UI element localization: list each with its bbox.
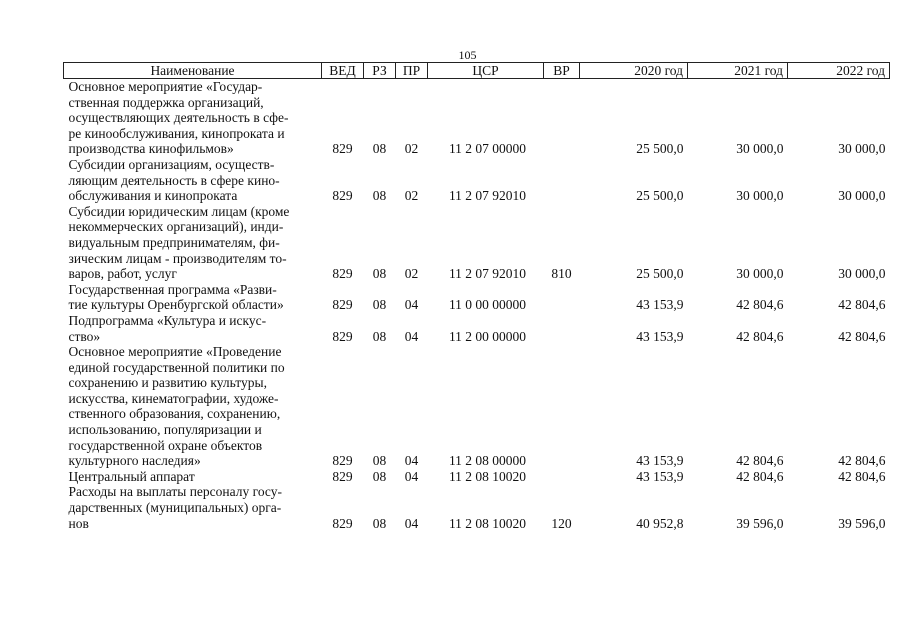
cell-pr: 04 bbox=[404, 453, 419, 469]
cell-csr: 11 2 07 00000 bbox=[448, 141, 527, 157]
cell-vr bbox=[544, 157, 580, 204]
cell-pr: 04 bbox=[404, 297, 419, 313]
cell-2021: 42 804,6 bbox=[736, 297, 784, 313]
name-line: зическим лицам - производителям то- bbox=[68, 250, 287, 266]
cell-2020: 43 153,9 bbox=[636, 453, 684, 469]
budget-table bbox=[63, 62, 890, 531]
cell-2021: 39 596,0 bbox=[736, 515, 784, 531]
name-line: видуальным предпринимателям, фи- bbox=[68, 234, 280, 250]
cell-name bbox=[64, 313, 322, 344]
cell-rz: 08 bbox=[372, 515, 387, 531]
cell-2022: 30 000,0 bbox=[838, 266, 886, 282]
cell-ved: 829 bbox=[332, 266, 353, 282]
name-line: Основное мероприятие «Проведение bbox=[68, 344, 282, 360]
name-line: Субсидии юридическим лицам (кроме bbox=[68, 203, 290, 219]
cell-name bbox=[64, 282, 322, 313]
header-rz: РЗ bbox=[364, 63, 396, 79]
cell-csr: 11 2 08 00000 bbox=[448, 453, 527, 469]
cell-vr: 810 bbox=[551, 266, 572, 282]
name-line: Расходы на выплаты персоналу госу- bbox=[68, 484, 282, 500]
name-line: государственной охране объектов bbox=[68, 437, 263, 453]
cell-2022: 42 804,6 bbox=[838, 468, 886, 484]
cell-ved: 829 bbox=[332, 468, 353, 484]
name-line: культурного наследия» bbox=[68, 453, 201, 469]
table-row bbox=[64, 469, 890, 485]
name-line: нов bbox=[68, 515, 89, 531]
cell-ved: 829 bbox=[332, 328, 353, 344]
cell-name bbox=[64, 484, 322, 531]
cell-rz: 08 bbox=[372, 297, 387, 313]
cell-rz: 08 bbox=[372, 266, 387, 282]
table-row bbox=[64, 157, 890, 204]
header-2021: 2021 год bbox=[688, 63, 788, 79]
header-name: Наименование bbox=[64, 63, 322, 79]
cell-2020: 40 952,8 bbox=[636, 515, 684, 531]
cell-2020: 25 500,0 bbox=[636, 141, 684, 157]
cell-2021: 42 804,6 bbox=[736, 468, 784, 484]
cell-pr: 04 bbox=[404, 328, 419, 344]
cell-2021: 42 804,6 bbox=[736, 328, 784, 344]
cell-vr bbox=[544, 79, 580, 157]
cell-csr: 11 0 00 00000 bbox=[448, 297, 527, 313]
name-line: тие культуры Оренбургской области» bbox=[68, 297, 284, 313]
cell-2022: 39 596,0 bbox=[838, 515, 886, 531]
name-line: Субсидии организациям, осуществ- bbox=[68, 156, 275, 172]
cell-csr: 11 2 08 10020 bbox=[448, 515, 527, 531]
cell-name bbox=[64, 469, 322, 485]
table-body bbox=[64, 79, 890, 532]
name-line: осуществляющих деятельность в сфе- bbox=[68, 110, 289, 126]
cell-2022: 30 000,0 bbox=[838, 188, 886, 204]
table-row bbox=[64, 204, 890, 282]
name-line: варов, работ, услуг bbox=[68, 266, 177, 282]
name-line: ственного образования, сохранению, bbox=[68, 406, 281, 422]
table-header-row bbox=[64, 63, 890, 79]
cell-rz: 08 bbox=[372, 188, 387, 204]
cell-name bbox=[64, 157, 322, 204]
cell-ved: 829 bbox=[332, 188, 353, 204]
cell-vr bbox=[544, 469, 580, 485]
name-line: Государственная программа «Разви- bbox=[68, 281, 277, 297]
header-ved: ВЕД bbox=[322, 63, 364, 79]
cell-ved: 829 bbox=[332, 453, 353, 469]
name-line: ре кинообслуживания, кинопроката и bbox=[68, 125, 285, 141]
name-line: Центральный аппарат bbox=[68, 468, 195, 484]
cell-pr: 02 bbox=[404, 188, 419, 204]
cell-ved: 829 bbox=[332, 515, 353, 531]
cell-2022: 42 804,6 bbox=[838, 328, 886, 344]
cell-ved: 829 bbox=[332, 141, 353, 157]
cell-pr: 04 bbox=[404, 468, 419, 484]
name-line: сохранению и развитию культуры, bbox=[68, 375, 267, 391]
name-line: дарственных (муниципальных) орга- bbox=[68, 500, 282, 516]
cell-rz: 08 bbox=[372, 328, 387, 344]
cell-2021: 30 000,0 bbox=[736, 188, 784, 204]
table-row bbox=[64, 79, 890, 157]
name-line: единой государственной политики по bbox=[68, 359, 285, 375]
header-csr: ЦСР bbox=[428, 63, 544, 79]
cell-vr bbox=[544, 282, 580, 313]
cell-2020: 25 500,0 bbox=[636, 188, 684, 204]
cell-vr: 120 bbox=[551, 515, 572, 531]
cell-2022: 42 804,6 bbox=[838, 453, 886, 469]
cell-name bbox=[64, 204, 322, 282]
cell-csr: 11 2 07 92010 bbox=[448, 188, 527, 204]
cell-2021: 30 000,0 bbox=[736, 141, 784, 157]
cell-2022: 42 804,6 bbox=[838, 297, 886, 313]
table-row bbox=[64, 313, 890, 344]
name-line: Основное мероприятие «Государ- bbox=[68, 79, 263, 94]
cell-rz: 08 bbox=[372, 468, 387, 484]
name-line: искусства, кинематографии, художе- bbox=[68, 390, 279, 406]
header-2020: 2020 год bbox=[580, 63, 688, 79]
name-line: Подпрограмма «Культура и искус- bbox=[68, 312, 267, 328]
cell-csr: 11 2 07 92010 bbox=[448, 266, 527, 282]
cell-2020: 43 153,9 bbox=[636, 468, 684, 484]
cell-name bbox=[64, 79, 322, 157]
cell-name bbox=[64, 344, 322, 469]
cell-2020: 25 500,0 bbox=[636, 266, 684, 282]
header-pr: ПР bbox=[396, 63, 428, 79]
name-line: использованию, популяризации и bbox=[68, 422, 262, 438]
cell-vr bbox=[544, 344, 580, 469]
cell-vr bbox=[544, 313, 580, 344]
table-row bbox=[64, 344, 890, 469]
name-line: обслуживания и кинопроката bbox=[68, 188, 238, 204]
cell-2021: 42 804,6 bbox=[736, 453, 784, 469]
cell-pr: 02 bbox=[404, 141, 419, 157]
cell-csr: 11 2 00 00000 bbox=[448, 328, 527, 344]
table-row bbox=[64, 484, 890, 531]
name-line: ственная поддержка организаций, bbox=[68, 94, 264, 110]
cell-2022: 30 000,0 bbox=[838, 141, 886, 157]
table-row bbox=[64, 282, 890, 313]
page-number: 105 bbox=[458, 48, 477, 62]
cell-rz: 08 bbox=[372, 141, 387, 157]
cell-pr: 04 bbox=[404, 515, 419, 531]
name-line: ство» bbox=[68, 328, 101, 344]
cell-csr: 11 2 08 10020 bbox=[448, 468, 527, 484]
cell-2021: 30 000,0 bbox=[736, 266, 784, 282]
cell-rz: 08 bbox=[372, 453, 387, 469]
header-vr: ВР bbox=[544, 63, 580, 79]
cell-2020: 43 153,9 bbox=[636, 328, 684, 344]
cell-2020: 43 153,9 bbox=[636, 297, 684, 313]
name-line: производства кинофильмов» bbox=[68, 141, 234, 157]
cell-pr: 02 bbox=[404, 266, 419, 282]
cell-ved: 829 bbox=[332, 297, 353, 313]
name-line: некоммерческих организаций), инди- bbox=[68, 219, 284, 235]
header-2022: 2022 год bbox=[788, 63, 890, 79]
name-line: ляющим деятельность в сфере кино- bbox=[68, 172, 280, 188]
